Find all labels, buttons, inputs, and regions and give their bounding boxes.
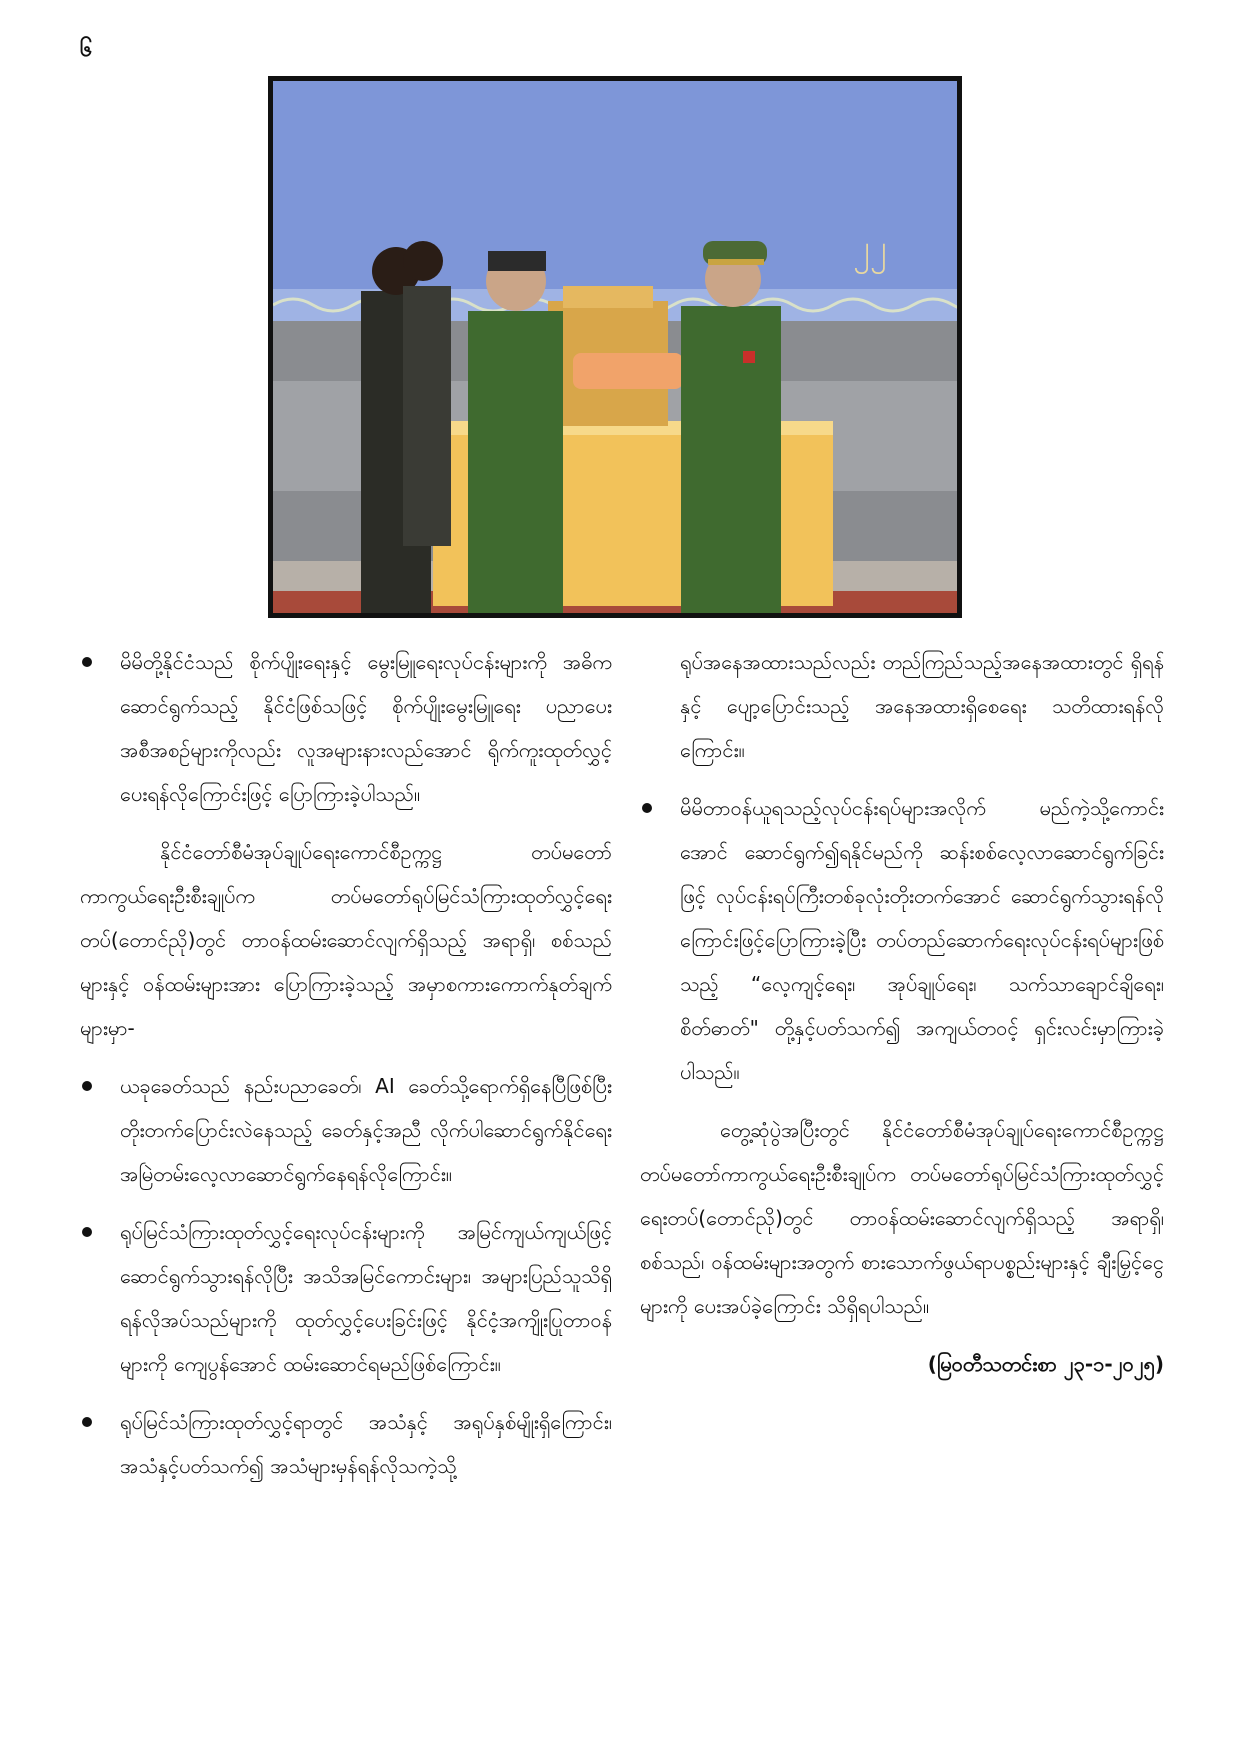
photo-award-ceremony	[268, 76, 962, 618]
bullet-broadcasting-duties	[80, 1210, 612, 1386]
bullet-icon	[82, 1417, 92, 1427]
bullet-icon	[82, 1081, 92, 1091]
bullet-text: မိမိတို့နိုင်ငံသည် စိုက်ပျိုးရေးနှင့် မွေးမြူရေးလုပ်ငန်းများကို အဓိကဆောင်ရွက်သည့် နိုင်ငံဖြစ်သဖြင့် စိုက်ပျိုးမွေးမြူရေး ပညာပေးအစီအစဉ်များကိုလည်း လူအများနားလည်အောင် ရိုက်ကူးထုတ်လွှင့်ပေးရန်လိုကြောင်းဖြင့် ပြောကြားခဲ့ပါသည်။	[120, 650, 612, 806]
intro-paragraph: နိုင်ငံတော်စီမံအုပ်ချုပ်ရေးကောင်စီဥက္ကဋ္ဌ တပ်မတော်ကာကွယ်ရေးဦးစီးချုပ်က တပ်မတော်ရုပ်မြင်သံကြားထုတ်လွှင့်ရေးတပ်(တောင်ညို)တွင် တာဝန်ထမ်းဆောင်လျက်ရှိသည့် အရာရှိ၊ စစ်သည်များနှင့် ဝန်ထမ်းများအား ပြောကြားခဲ့သည့် အမှာစကားကောက်နုတ်ချက်များမှာ-	[80, 840, 612, 1040]
bullet-sound-and-picture	[80, 1400, 612, 1488]
left-column	[80, 640, 612, 1502]
bullet-agriculture-programs	[80, 640, 612, 816]
bullet-text: မိမိတာဝန်ယူရသည့်လုပ်ငန်းရပ်များအလိုက် မည်ကဲ့သို့ကောင်းအောင် ဆောင်ရွက်၍ရနိုင်မည်ကို ဆန်းစစ်လေ့လာဆောင်ရွက်ခြင်းဖြင့် လုပ်ငန်းရပ်ကြီးတစ်ခုလုံးတိုးတက်အောင် ဆောင်ရွက်သွားရန်လိုကြောင်းဖြင့်ပြောကြားခဲ့ပြီး တပ်တည်ဆောက်ရေးလုပ်ငန်းရပ်များဖြစ်သည့် “လေ့ကျင့်ရေး၊ အုပ်ချုပ်ရေး၊ သက်သာချောင်ချိရေး၊ စိတ်ဓာတ်" တို့နှင့်ပတ်သက်၍ အကျယ်တဝင့် ရှင်းလင်းမှာကြားခဲ့ပါသည်။	[680, 796, 1164, 1084]
bullet-text: ယခုခေတ်သည် နည်းပညာခေတ်၊ AI ခေတ်သို့ရောက်ရှိနေပြီဖြစ်ပြီး တိုးတက်ပြောင်းလဲနေသည့် ခေတ်နှင့်အညီ လိုက်ပါဆောင်ရွက်နိုင်ရေး အမြဲတမ်းလေ့လာဆောင်ရွက်နေရန်လိုကြောင်း။	[120, 1074, 612, 1186]
bullet-work-improvement	[640, 786, 1164, 1094]
banner-glyph: ၂၂	[853, 228, 887, 268]
bullet-text: ရုပ်မြင်သံကြားထုတ်လွှင့်ရာတွင် အသံနှင့် အရုပ်နှစ်မျိုးရှိကြောင်း၊ အသံနှင့်ပတ်သက်၍ အသံများမှန်ရန်လိုသကဲ့သို့	[120, 1410, 612, 1478]
bullet-icon	[82, 657, 92, 667]
page-number: ၆	[80, 37, 93, 62]
right-column	[640, 640, 1164, 1386]
source-citation: (မြဝတီသတင်းစာ ၂၃-၁-၂၀၂၅)	[927, 1352, 1164, 1376]
bullet-icon	[82, 1227, 92, 1237]
bullet-technology-era	[80, 1064, 612, 1196]
bullet-continuation: ရုပ်အနေအထားသည်လည်း တည်ကြည်သည့်အနေအထားတွင် ရှိရန်နှင့် ပျော့ပြောင်းသည့် အနေအထားရှိစေရေး သတိထားရန်လိုကြောင်း။	[680, 650, 1164, 762]
closing-paragraph: တွေ့ဆုံပွဲအပြီးတွင် နိုင်ငံတော်စီမံအုပ်ချုပ်ရေးကောင်စီဥက္ကဋ္ဌ တပ်မတော်ကာကွယ်ရေးဦးစီးချုပ်က တပ်မတော်ရုပ်မြင်သံကြားထုတ်လွှင့်ရေးတပ်(တောင်ညို)တွင် တာဝန်ထမ်းဆောင်လျက်ရှိသည့် အရာရှိ၊ စစ်သည်၊ ဝန်ထမ်းများအတွက် စားသောက်ဖွယ်ရာပစ္စည်းများနှင့် ချီးမြှင့်ငွေများကို ပေးအပ်ခဲ့ကြောင်း သိရှိရပါသည်။	[640, 1118, 1164, 1318]
bullet-text: ရုပ်မြင်သံကြားထုတ်လွှင့်ရေးလုပ်ငန်းများကို အမြင်ကျယ်ကျယ်ဖြင့် ဆောင်ရွက်သွားရန်လိုပြီး အသိအမြင်ကောင်းများ၊ အများပြည်သူသိရှိရန်လိုအပ်သည်များကို ထုတ်လွှင့်ပေးခြင်းဖြင့် နိုင်ငံ့အကျိုးပြုတာဝန်များကို ကျေပွန်အောင် ထမ်းဆောင်ရမည်ဖြစ်ကြောင်း။	[120, 1220, 612, 1376]
bullet-icon	[642, 803, 652, 813]
